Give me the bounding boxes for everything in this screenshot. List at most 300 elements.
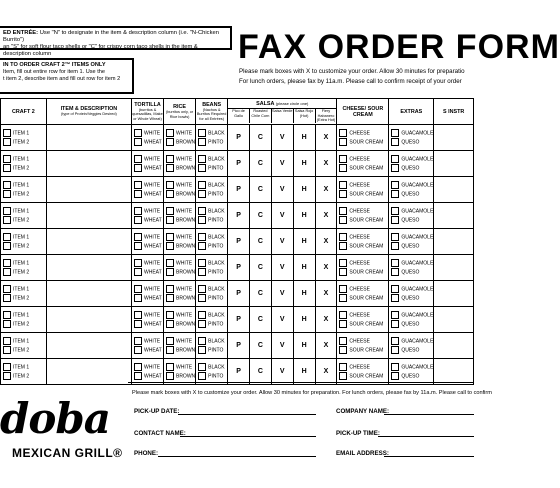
checkbox[interactable] bbox=[166, 138, 174, 146]
checkbox[interactable] bbox=[3, 216, 11, 224]
company-name-label: COMPANY NAME: bbox=[336, 408, 390, 415]
checkbox[interactable] bbox=[3, 285, 11, 293]
checkbox[interactable] bbox=[134, 190, 142, 198]
salsa-choice[interactable]: V bbox=[271, 333, 293, 359]
tortilla-cell: WHITE WHEAT bbox=[132, 151, 164, 177]
checkbox[interactable] bbox=[339, 155, 347, 163]
extras-cell: GUACAMOLE QUESO bbox=[389, 151, 434, 177]
checkbox[interactable] bbox=[391, 311, 399, 319]
salsa-choice[interactable]: V bbox=[271, 281, 293, 307]
extras-cell: GUACAMOLE QUESO bbox=[389, 333, 434, 359]
checkbox[interactable] bbox=[166, 268, 174, 276]
craft-cell: ITEM 1 ITEM 2 bbox=[1, 359, 47, 385]
salsa-choice[interactable]: P bbox=[228, 333, 250, 359]
checkbox[interactable] bbox=[391, 164, 399, 172]
salsa-corn-label: Roasted Chile Corn bbox=[250, 109, 272, 123]
special-instructions-field[interactable] bbox=[434, 307, 474, 333]
salsa-habanero-label: Fiery Habanero (Extra Hot) bbox=[316, 109, 336, 123]
item-description-field[interactable] bbox=[46, 151, 131, 177]
checkbox[interactable] bbox=[3, 363, 11, 371]
col-extras: EXTRAS bbox=[389, 99, 434, 125]
checkbox[interactable] bbox=[166, 207, 174, 215]
cheese-cell: CHEESE SOUR CREAM bbox=[337, 125, 389, 151]
checkbox[interactable] bbox=[198, 129, 206, 137]
tortilla-cell: WHITE WHEAT bbox=[132, 125, 164, 151]
salsa-choice[interactable]: V bbox=[271, 125, 293, 151]
checkbox[interactable] bbox=[339, 337, 347, 345]
tortilla-cell: WHITE WHEAT bbox=[132, 177, 164, 203]
rice-cell: WHITE BROWN bbox=[163, 281, 195, 307]
checkbox[interactable] bbox=[3, 346, 11, 354]
phone-field[interactable] bbox=[158, 456, 316, 457]
item-description-field[interactable] bbox=[46, 125, 131, 151]
table-row bbox=[1, 307, 474, 333]
checkbox[interactable] bbox=[166, 190, 174, 198]
col-item-desc: ITEM & DESCRIPTION (type of Protein/Veggies Desired) bbox=[46, 99, 131, 125]
craft-cell: ITEM 1 ITEM 2 bbox=[1, 177, 47, 203]
checkbox[interactable] bbox=[3, 233, 11, 241]
checkbox[interactable] bbox=[198, 190, 206, 198]
extras-cell: GUACAMOLE QUESO bbox=[389, 359, 434, 385]
cheese-cell: CHEESE SOUR CREAM bbox=[337, 177, 389, 203]
checkbox[interactable] bbox=[166, 294, 174, 302]
checkbox[interactable] bbox=[391, 285, 399, 293]
checkbox[interactable] bbox=[391, 268, 399, 276]
checkbox[interactable] bbox=[391, 259, 399, 267]
salsa-choice[interactable]: X bbox=[315, 307, 337, 333]
salsa-choice[interactable]: H bbox=[293, 281, 315, 307]
checkbox[interactable] bbox=[339, 294, 347, 302]
salsa-choice[interactable]: C bbox=[249, 307, 271, 333]
checkbox[interactable] bbox=[391, 129, 399, 137]
table-row bbox=[1, 255, 474, 281]
checkbox[interactable] bbox=[339, 181, 347, 189]
checkbox[interactable] bbox=[339, 259, 347, 267]
checkbox[interactable] bbox=[339, 372, 347, 380]
salsa-choice[interactable]: C bbox=[249, 229, 271, 255]
checkbox[interactable] bbox=[391, 320, 399, 328]
item-description-field[interactable] bbox=[46, 359, 131, 385]
table-row bbox=[1, 281, 474, 307]
entree-instructions-line2: an "S" for soft flour taco shells or "C" for crispy corn taco shells in the item & description column bbox=[3, 44, 198, 57]
beans-cell: BLACK PINTO bbox=[196, 125, 228, 151]
checkbox[interactable] bbox=[339, 268, 347, 276]
checkbox[interactable] bbox=[166, 363, 174, 371]
checkbox[interactable] bbox=[3, 155, 11, 163]
craft2-instructions-line1: Item, fill out entire row for item 1. Use the bbox=[3, 69, 105, 75]
checkbox[interactable] bbox=[198, 216, 206, 224]
salsa-choice[interactable]: H bbox=[293, 359, 315, 385]
checkbox[interactable] bbox=[198, 372, 206, 380]
table-row bbox=[1, 177, 474, 203]
rice-cell: WHITE BROWN bbox=[163, 359, 195, 385]
checkbox[interactable] bbox=[391, 346, 399, 354]
checkbox[interactable] bbox=[166, 346, 174, 354]
cheese-cell: CHEESE SOUR CREAM bbox=[337, 281, 389, 307]
checkbox[interactable] bbox=[134, 233, 142, 241]
company-name-field[interactable] bbox=[384, 414, 474, 415]
special-instructions-field[interactable] bbox=[434, 229, 474, 255]
salsa-choice[interactable]: P bbox=[228, 125, 250, 151]
special-instructions-field[interactable] bbox=[434, 151, 474, 177]
tortilla-cell: WHITE WHEAT bbox=[132, 333, 164, 359]
entree-instructions-line1: Use "N" to designate in the item & description column (i.e. "N-Chicken Burrito") bbox=[3, 30, 219, 43]
extras-cell: GUACAMOLE QUESO bbox=[389, 281, 434, 307]
salsa-choice[interactable]: P bbox=[228, 203, 250, 229]
checkbox[interactable] bbox=[166, 164, 174, 172]
checkbox[interactable] bbox=[391, 138, 399, 146]
salsa-choice[interactable]: C bbox=[249, 125, 271, 151]
checkbox[interactable] bbox=[166, 259, 174, 267]
item-description-field[interactable] bbox=[46, 281, 131, 307]
checkbox[interactable] bbox=[339, 216, 347, 224]
checkbox[interactable] bbox=[198, 233, 206, 241]
checkbox[interactable] bbox=[391, 233, 399, 241]
table-row bbox=[1, 229, 474, 255]
checkbox[interactable] bbox=[339, 138, 347, 146]
checkbox[interactable] bbox=[391, 242, 399, 250]
checkbox[interactable] bbox=[198, 294, 206, 302]
salsa-choice[interactable]: C bbox=[249, 281, 271, 307]
checkbox[interactable] bbox=[339, 164, 347, 172]
checkbox[interactable] bbox=[134, 285, 142, 293]
checkbox[interactable] bbox=[3, 337, 11, 345]
col-special: S INSTR bbox=[434, 99, 474, 125]
checkbox[interactable] bbox=[3, 311, 11, 319]
checkbox[interactable] bbox=[134, 311, 142, 319]
salsa-choice[interactable]: C bbox=[249, 359, 271, 385]
salsa-choice[interactable]: H bbox=[293, 307, 315, 333]
cheese-cell: CHEESE SOUR CREAM bbox=[337, 255, 389, 281]
pickup-date-label: PICK-UP DATE: bbox=[134, 408, 180, 415]
salsa-choice[interactable]: X bbox=[315, 177, 337, 203]
contact-name-field[interactable] bbox=[180, 436, 316, 437]
salsa-choice[interactable]: X bbox=[315, 281, 337, 307]
header-instructions-line1: Please mark boxes with X to customize your order. Allow 30 minutes for preparatio bbox=[239, 68, 465, 75]
beans-cell: BLACK PINTO bbox=[196, 281, 228, 307]
salsa-choice[interactable]: P bbox=[228, 255, 250, 281]
salsa-choice[interactable]: V bbox=[271, 255, 293, 281]
checkbox[interactable] bbox=[3, 190, 11, 198]
checkbox[interactable] bbox=[134, 207, 142, 215]
rice-cell: WHITE BROWN bbox=[163, 177, 195, 203]
checkbox[interactable] bbox=[198, 164, 206, 172]
salsa-choice[interactable]: C bbox=[249, 333, 271, 359]
checkbox[interactable] bbox=[339, 190, 347, 198]
checkbox[interactable] bbox=[134, 138, 142, 146]
extras-cell: GUACAMOLE QUESO bbox=[389, 307, 434, 333]
checkbox[interactable] bbox=[3, 242, 11, 250]
table-row bbox=[1, 203, 474, 229]
checkbox[interactable] bbox=[134, 242, 142, 250]
salsa-choice[interactable]: X bbox=[315, 203, 337, 229]
cheese-cell: CHEESE SOUR CREAM bbox=[337, 359, 389, 385]
checkbox[interactable] bbox=[339, 285, 347, 293]
checkbox[interactable] bbox=[166, 285, 174, 293]
checkbox[interactable] bbox=[198, 181, 206, 189]
special-instructions-field[interactable] bbox=[434, 359, 474, 385]
checkbox[interactable] bbox=[339, 320, 347, 328]
checkbox[interactable] bbox=[166, 320, 174, 328]
checkbox[interactable] bbox=[339, 207, 347, 215]
checkbox[interactable] bbox=[339, 346, 347, 354]
checkbox[interactable] bbox=[198, 337, 206, 345]
checkbox[interactable] bbox=[3, 181, 11, 189]
craft-cell: ITEM 1 ITEM 2 bbox=[1, 125, 47, 151]
checkbox[interactable] bbox=[134, 337, 142, 345]
cheese-cell: CHEESE SOUR CREAM bbox=[337, 333, 389, 359]
col-cheese: CHEESE/ SOUR CREAM bbox=[337, 99, 389, 125]
table-row bbox=[1, 125, 474, 151]
craft-cell: ITEM 1 ITEM 2 bbox=[1, 151, 47, 177]
salsa-rojo-label: Salsa Rojo (Hot) bbox=[294, 109, 316, 123]
checkbox[interactable] bbox=[166, 242, 174, 250]
checkbox[interactable] bbox=[3, 268, 11, 276]
salsa-choice[interactable]: H bbox=[293, 203, 315, 229]
checkbox[interactable] bbox=[339, 242, 347, 250]
checkbox[interactable] bbox=[198, 311, 206, 319]
craft-cell: ITEM 1 ITEM 2 bbox=[1, 307, 47, 333]
special-instructions-field[interactable] bbox=[434, 333, 474, 359]
checkbox[interactable] bbox=[391, 294, 399, 302]
salsa-choice[interactable]: H bbox=[293, 255, 315, 281]
checkbox[interactable] bbox=[391, 155, 399, 163]
salsa-pico-label: Pico de Gallo bbox=[228, 109, 250, 123]
extras-cell: GUACAMOLE QUESO bbox=[389, 177, 434, 203]
beans-cell: BLACK PINTO bbox=[196, 359, 228, 385]
tortilla-cell: WHITE WHEAT bbox=[132, 281, 164, 307]
salsa-choice[interactable]: H bbox=[293, 151, 315, 177]
footer-note: Please mark boxes with X to customize your order. Allow 30 minutes for preparation. For lunch orders, please fax by 11a.m. Please call to confirm bbox=[132, 390, 492, 396]
table-row bbox=[1, 151, 474, 177]
salsa-choice[interactable]: C bbox=[249, 255, 271, 281]
brand-logo: doba bbox=[0, 394, 110, 443]
rice-cell: WHITE BROWN bbox=[163, 229, 195, 255]
beans-cell: BLACK PINTO bbox=[196, 229, 228, 255]
checkbox[interactable] bbox=[166, 233, 174, 241]
checkbox[interactable] bbox=[3, 138, 11, 146]
item-description-field[interactable] bbox=[46, 307, 131, 333]
salsa-choice[interactable]: X bbox=[315, 333, 337, 359]
brand-tagline: MEXICAN GRILL® bbox=[12, 446, 123, 460]
checkbox[interactable] bbox=[339, 311, 347, 319]
tortilla-cell: WHITE WHEAT bbox=[132, 203, 164, 229]
salsa-choice[interactable]: P bbox=[228, 307, 250, 333]
extras-cell: GUACAMOLE QUESO bbox=[389, 125, 434, 151]
item-description-field[interactable] bbox=[46, 333, 131, 359]
checkbox[interactable] bbox=[3, 372, 11, 380]
tortilla-cell: WHITE WHEAT bbox=[132, 229, 164, 255]
special-instructions-field[interactable] bbox=[434, 281, 474, 307]
pickup-date-field[interactable] bbox=[178, 414, 316, 415]
salsa-choice[interactable]: V bbox=[271, 203, 293, 229]
craft-cell: ITEM 1 ITEM 2 bbox=[1, 333, 47, 359]
checkbox[interactable] bbox=[134, 129, 142, 137]
salsa-choice[interactable]: P bbox=[228, 359, 250, 385]
checkbox[interactable] bbox=[198, 320, 206, 328]
footer-divider bbox=[128, 382, 474, 383]
rice-cell: WHITE BROWN bbox=[163, 151, 195, 177]
email-label: EMAIL ADDRESS: bbox=[336, 450, 389, 457]
salsa-choice[interactable]: X bbox=[315, 151, 337, 177]
craft-cell: ITEM 1 ITEM 2 bbox=[1, 203, 47, 229]
beans-cell: BLACK PINTO bbox=[196, 255, 228, 281]
beans-cell: BLACK PINTO bbox=[196, 307, 228, 333]
cheese-cell: CHEESE SOUR CREAM bbox=[337, 203, 389, 229]
checkbox[interactable] bbox=[166, 372, 174, 380]
checkbox[interactable] bbox=[166, 216, 174, 224]
craft-cell: ITEM 1 ITEM 2 bbox=[1, 255, 47, 281]
rice-cell: WHITE BROWN bbox=[163, 203, 195, 229]
salsa-choice[interactable]: H bbox=[293, 177, 315, 203]
checkbox[interactable] bbox=[134, 320, 142, 328]
salsa-choice[interactable]: P bbox=[228, 229, 250, 255]
checkbox[interactable] bbox=[339, 233, 347, 241]
cheese-cell: CHEESE SOUR CREAM bbox=[337, 229, 389, 255]
special-instructions-field[interactable] bbox=[434, 125, 474, 151]
checkbox[interactable] bbox=[198, 363, 206, 371]
rice-cell: WHITE BROWN bbox=[163, 255, 195, 281]
email-field[interactable] bbox=[384, 456, 474, 457]
col-rice: RICE (burritos only, or Rice bowls) bbox=[163, 99, 195, 125]
checkbox[interactable] bbox=[391, 181, 399, 189]
salsa-choice[interactable]: X bbox=[315, 125, 337, 151]
salsa-choice[interactable]: C bbox=[249, 203, 271, 229]
beans-cell: BLACK PINTO bbox=[196, 177, 228, 203]
beans-cell: BLACK PINTO bbox=[196, 151, 228, 177]
checkbox[interactable] bbox=[3, 294, 11, 302]
checkbox[interactable] bbox=[166, 181, 174, 189]
salsa-choice[interactable]: V bbox=[271, 229, 293, 255]
checkbox[interactable] bbox=[3, 259, 11, 267]
checkbox[interactable] bbox=[134, 164, 142, 172]
special-instructions-field[interactable] bbox=[434, 203, 474, 229]
craft2-instructions-line2: t item 2, describe item and fill out row for item 2 bbox=[3, 76, 121, 82]
salsa-choice[interactable]: V bbox=[271, 177, 293, 203]
checkbox[interactable] bbox=[339, 129, 347, 137]
checkbox[interactable] bbox=[166, 311, 174, 319]
checkbox[interactable] bbox=[3, 129, 11, 137]
checkbox[interactable] bbox=[198, 268, 206, 276]
salsa-choice[interactable]: C bbox=[249, 177, 271, 203]
item-description-field[interactable] bbox=[46, 255, 131, 281]
salsa-choice[interactable]: P bbox=[228, 281, 250, 307]
table-row bbox=[1, 359, 474, 385]
checkbox[interactable] bbox=[166, 129, 174, 137]
table-header-row bbox=[1, 99, 474, 125]
tortilla-cell: WHITE WHEAT bbox=[132, 307, 164, 333]
cheese-cell: CHEESE SOUR CREAM bbox=[337, 151, 389, 177]
rice-cell: WHITE BROWN bbox=[163, 307, 195, 333]
craft-cell: ITEM 1 ITEM 2 bbox=[1, 229, 47, 255]
checkbox[interactable] bbox=[134, 363, 142, 371]
special-instructions-field[interactable] bbox=[434, 255, 474, 281]
checkbox[interactable] bbox=[3, 207, 11, 215]
checkbox[interactable] bbox=[198, 346, 206, 354]
rice-cell: WHITE BROWN bbox=[163, 333, 195, 359]
entree-instructions-lead: ED ENTRÉE: bbox=[3, 30, 39, 36]
salsa-choice[interactable]: X bbox=[315, 255, 337, 281]
craft2-instructions bbox=[0, 58, 134, 94]
salsa-choice[interactable]: C bbox=[249, 151, 271, 177]
checkbox[interactable] bbox=[166, 337, 174, 345]
pickup-time-field[interactable] bbox=[378, 436, 474, 437]
salsa-choice[interactable]: X bbox=[315, 229, 337, 255]
checkbox[interactable] bbox=[134, 294, 142, 302]
col-beans: BEANS (Nachos & Burritos Required for all Entrées) bbox=[196, 99, 228, 125]
tortilla-cell: WHITE WHEAT bbox=[132, 359, 164, 385]
salsa-choice[interactable]: H bbox=[293, 125, 315, 151]
salsa-choice[interactable]: P bbox=[228, 151, 250, 177]
checkbox[interactable] bbox=[134, 259, 142, 267]
checkbox[interactable] bbox=[3, 320, 11, 328]
checkbox[interactable] bbox=[134, 181, 142, 189]
col-craft: CRAFT 2 bbox=[1, 99, 47, 125]
beans-cell: BLACK PINTO bbox=[196, 333, 228, 359]
salsa-choice[interactable]: V bbox=[271, 359, 293, 385]
checkbox[interactable] bbox=[134, 372, 142, 380]
page-title: FAX ORDER FORM bbox=[238, 28, 560, 66]
checkbox[interactable] bbox=[391, 216, 399, 224]
item-description-field[interactable] bbox=[46, 229, 131, 255]
checkbox[interactable] bbox=[339, 363, 347, 371]
col-salsa: SALSA (please circle one) Pico de Gallo Roasted Chile Corn Salsa Verde Salsa Rojo (Hot) Fiery Habanero (Extra Hot) bbox=[228, 99, 337, 125]
checkbox[interactable] bbox=[134, 155, 142, 163]
craft2-instructions-title: IN TO ORDER CRAFT 2™ ITEMS ONLY bbox=[3, 62, 106, 68]
entree-instructions bbox=[0, 26, 232, 57]
cheese-cell: CHEESE SOUR CREAM bbox=[337, 307, 389, 333]
checkbox[interactable] bbox=[134, 346, 142, 354]
salsa-verde-label: Salsa Verde bbox=[272, 109, 294, 123]
salsa-choice[interactable]: P bbox=[228, 177, 250, 203]
extras-cell: GUACAMOLE QUESO bbox=[389, 229, 434, 255]
salsa-choice[interactable]: H bbox=[293, 333, 315, 359]
checkbox[interactable] bbox=[198, 138, 206, 146]
checkbox[interactable] bbox=[3, 164, 11, 172]
rice-cell: WHITE BROWN bbox=[163, 125, 195, 151]
salsa-choice[interactable]: H bbox=[293, 229, 315, 255]
salsa-choice[interactable]: V bbox=[271, 151, 293, 177]
checkbox[interactable] bbox=[198, 259, 206, 267]
table-row bbox=[1, 333, 474, 359]
extras-cell: GUACAMOLE QUESO bbox=[389, 255, 434, 281]
checkbox[interactable] bbox=[391, 207, 399, 215]
checkbox[interactable] bbox=[391, 363, 399, 371]
checkbox[interactable] bbox=[134, 268, 142, 276]
beans-cell: BLACK PINTO bbox=[196, 203, 228, 229]
checkbox[interactable] bbox=[391, 190, 399, 198]
item-description-field[interactable] bbox=[46, 203, 131, 229]
checkbox[interactable] bbox=[391, 337, 399, 345]
extras-cell: GUACAMOLE QUESO bbox=[389, 203, 434, 229]
header-instructions-line2: For lunch orders, please fax by 11a.m. Please call to confirm receipt of your order bbox=[239, 78, 462, 85]
checkbox[interactable] bbox=[198, 242, 206, 250]
checkbox[interactable] bbox=[198, 155, 206, 163]
col-tortilla: TORTILLA (burritos & quesadillas, Make or Whole Wheat) bbox=[132, 99, 164, 125]
salsa-choice[interactable]: X bbox=[315, 359, 337, 385]
salsa-choice[interactable]: V bbox=[271, 307, 293, 333]
pickup-time-label: PICK-UP TIME: bbox=[336, 430, 380, 437]
checkbox[interactable] bbox=[198, 285, 206, 293]
craft-cell: ITEM 1 ITEM 2 bbox=[1, 281, 47, 307]
checkbox[interactable] bbox=[134, 216, 142, 224]
checkbox[interactable] bbox=[166, 155, 174, 163]
checkbox[interactable] bbox=[198, 207, 206, 215]
checkbox[interactable] bbox=[391, 372, 399, 380]
special-instructions-field[interactable] bbox=[434, 177, 474, 203]
item-description-field[interactable] bbox=[46, 177, 131, 203]
contact-name-label: CONTACT NAME: bbox=[134, 430, 186, 437]
